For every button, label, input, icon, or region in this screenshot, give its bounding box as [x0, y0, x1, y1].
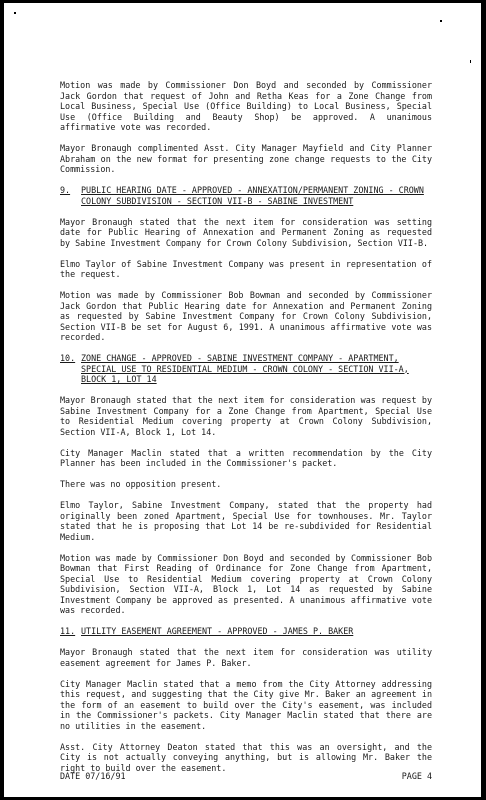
agenda-item-title: ZONE CHANGE - APPROVED - SABINE INVESTMENT COMPANY - APARTMENT, SPECIAL USE TO RESIDENTIAL MEDIUM - CROWN COLONY - SECTION VII-A, BLOCK 1, LOT 14	[81, 353, 409, 384]
scan-speck	[470, 60, 471, 63]
paragraph: Mayor Bronaugh complimented Asst. City Manager Mayfield and City Planner Abraham on the new format for presenting zone change requests to the City Commission.	[60, 143, 432, 174]
agenda-item-number: 11.	[60, 626, 76, 636]
minutes-body	[60, 80, 432, 784]
page-footer	[60, 771, 432, 782]
scan-speck	[440, 20, 442, 22]
agenda-item-9-heading	[60, 185, 432, 206]
scan-border-right	[481, 0, 486, 800]
paragraph: Asst. City Attorney Deaton stated that this was an oversight, and the City is not actually conveying anything, but is allowing Mr. Baker the right to build over the easement.	[60, 741, 432, 773]
agenda-item-10-heading	[60, 353, 432, 385]
paragraph: City Manager Maclin stated that a memo from the City Attorney addressing this request, and suggesting that the City give Mr. Baker an agreement in the form of an easement to build over the City's easement, was included in the Commissioner's packets. City Manager Maclin stated that there are no utilities in the easement.	[60, 678, 432, 731]
footer-date: DATE 07/16/91	[60, 771, 126, 781]
paragraph: Mayor Bronaugh stated that the next item for consideration was setting date for Public Hearing of Annexation and Permanent Zoning as requested by Sabine Investment Company for Crown Colony Subdivision, Section VII-B.	[60, 216, 432, 248]
paragraph: There was no opposition present.	[60, 479, 222, 489]
paragraph: Motion was made by Commissioner Don Boyd and seconded by Commissioner Jack Gordon that request of John and Retha Keas for a Zone Change from Local Business, Special Use (Office Building) to Local Business, Special Use (Office Building and Beauty Shop) be approved. A unanimous affirmative vote was recorded.	[60, 80, 432, 132]
scan-border-top	[0, 0, 486, 3]
agenda-item-number: 9.	[60, 185, 71, 195]
paragraph: Elmo Taylor, Sabine Investment Company, stated that the property had originally been zoned Apartment, Special Use for townhouses. Mr. Taylor stated that he is proposing that Lot 14 be re-subdivided for Residential Medium.	[60, 500, 432, 542]
agenda-item-11-heading	[60, 626, 432, 637]
agenda-item-title: UTILITY EASEMENT AGREEMENT - APPROVED - JAMES P. BAKER	[81, 626, 354, 636]
paragraph: Elmo Taylor of Sabine Investment Company was present in representation of the request.	[60, 258, 432, 279]
paragraph: Motion was made by Commissioner Don Boyd and seconded by Commissioner Bob Bowman that First Reading of Ordinance for Zone Change from Apartment, Special Use to Residential Medium covering property at Crown Colony Subdivision, Section VII-A, Block 1, Lot 14 as requested by Sabine Investment Company be approved as presented. A unanimous affirmative vote was recorded.	[60, 552, 432, 615]
paragraph: City Manager Maclin stated that a written recommendation by the City Planner has been included in the Commissioner's packet.	[60, 447, 432, 468]
paragraph: Mayor Bronaugh stated that the next item for consideration was request by Sabine Investment Company for a Zone Change from Apartment, Special Use to Residential Medium covering property at Crown Colony Subdivision, Section VII-A, Block 1, Lot 14.	[60, 395, 432, 437]
scan-border-left	[0, 0, 4, 800]
agenda-item-number: 10.	[60, 353, 76, 363]
scan-speck	[14, 12, 16, 14]
paragraph: Mayor Bronaugh stated that the next item for consideration was utility easement agreement for James P. Baker.	[60, 647, 432, 668]
footer-page-number: PAGE 4	[401, 771, 432, 781]
paragraph: Motion was made by Commissioner Bob Bowman and seconded by Commissioner Jack Gordon that Public Hearing date for Annexation and Permanent Zoning as requested by Sabine Investment Company for Crown Colony Subdivision, Section VII-B be set for August 6, 1991. A unanimous affirmative vote was recorded.	[60, 290, 432, 342]
agenda-item-title: PUBLIC HEARING DATE - APPROVED - ANNEXATION/PERMANENT ZONING - CROWN COLONY SUBDIVISION - SECTION VII-B - SABINE INVESTMENT	[81, 185, 424, 206]
